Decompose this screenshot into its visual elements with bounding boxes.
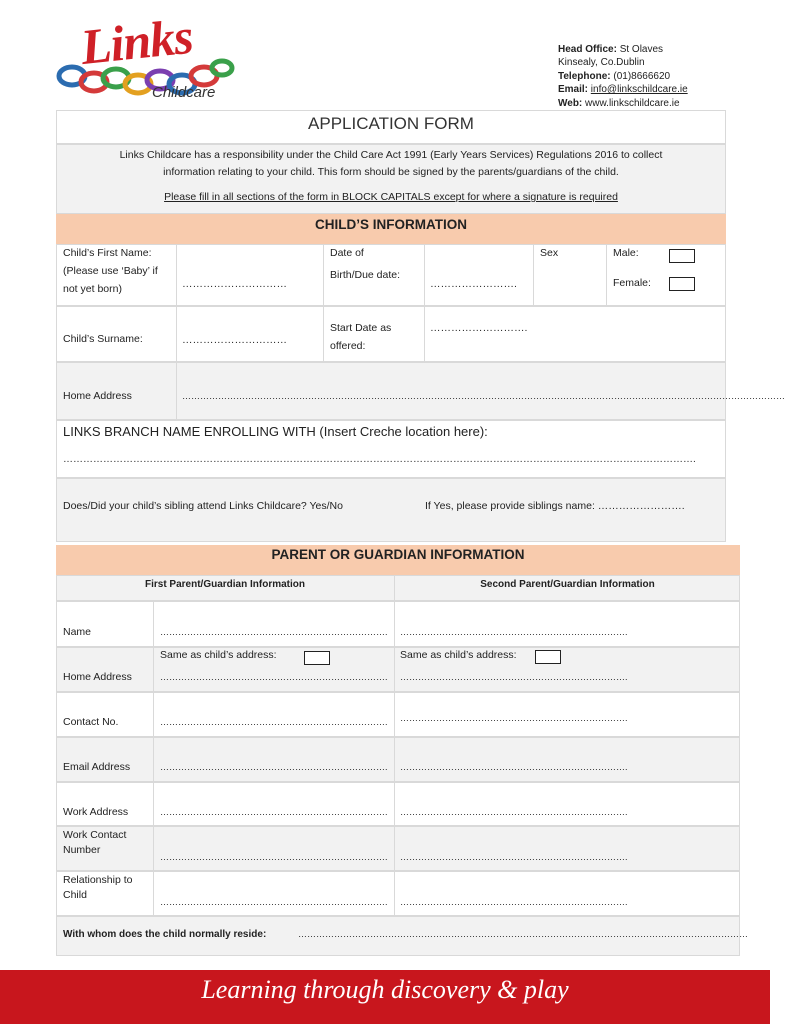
parent1-address-field[interactable]: …………………………………………………………………. xyxy=(160,672,388,682)
parent2-name-field[interactable]: …………………………………………………………………. xyxy=(400,627,628,637)
telephone-label: Telephone: xyxy=(558,70,611,82)
row-parent-email xyxy=(56,737,740,782)
branch-label: LINKS BRANCH NAME ENROLLING WITH (Insert Creche location here): xyxy=(63,424,488,439)
child-info-heading: CHILD’S INFORMATION xyxy=(315,217,467,232)
surname-label: Child’s Surname: xyxy=(63,333,143,345)
male-label: Male: xyxy=(613,247,639,259)
parent2-work-contact-field[interactable]: …………………………………………………………………. xyxy=(400,852,628,862)
first-parent-header: First Parent/Guardian Information xyxy=(144,579,306,590)
parent1-email-field[interactable]: …………………………………………………………………. xyxy=(160,762,388,772)
parent2-email-field[interactable]: …………………………………………………………………. xyxy=(400,762,628,772)
row-parent-contact xyxy=(56,692,740,737)
head-office-block xyxy=(558,43,688,110)
intro-line-2: information relating to your child. This form should be signed by the parents/guardians of the child. xyxy=(163,166,619,178)
dob-label: Date of xyxy=(330,247,364,259)
parent1-name-field[interactable]: …………………………………………………………………. xyxy=(160,627,388,637)
parent-email-label: Email Address xyxy=(63,761,131,773)
parent-address-label: Home Address xyxy=(63,671,132,683)
email-label: Email: xyxy=(558,84,589,96)
branch-field[interactable]: ………………………………………………………………………………………………………………………………………………………………………. xyxy=(63,454,696,465)
sex-label: Sex xyxy=(540,247,559,259)
logo-word: Links xyxy=(78,7,195,76)
parent-work-contact-label-2: Number xyxy=(63,844,101,856)
address-line: Kinsealy, Co.Dublin xyxy=(558,57,645,69)
parent2-address-field[interactable]: …………………………………………………………………. xyxy=(400,672,628,682)
parent-work-contact-label: Work Contact xyxy=(63,829,127,841)
web-link[interactable]: www.linkschildcare.ie xyxy=(585,97,680,109)
parent1-work-contact-field[interactable]: …………………………………………………………………. xyxy=(160,852,388,862)
links-childcare-logo xyxy=(54,7,244,106)
row-parent-address xyxy=(56,647,740,692)
sibling-name-field[interactable]: If Yes, please provide siblings name: ……………………. xyxy=(425,500,685,512)
web-label: Web: xyxy=(558,97,583,109)
parent-info-heading: PARENT OR GUARDIAN INFORMATION xyxy=(271,547,525,562)
telephone-value: (01)8666620 xyxy=(613,70,671,82)
parent-contact-label: Contact No. xyxy=(63,716,119,728)
logo-subtitle: Childcare xyxy=(152,84,216,101)
home-address-label: Home Address xyxy=(63,390,132,402)
male-checkbox[interactable] xyxy=(669,249,695,263)
parent2-same-address-label: Same as child’s address: xyxy=(400,649,517,661)
page-title: APPLICATION FORM xyxy=(308,114,474,133)
row-parent-work-address xyxy=(56,782,740,826)
parent-name-label: Name xyxy=(63,626,92,638)
dob-label-2: Birth/Due date: xyxy=(330,269,401,281)
reside-label: With whom does the child normally reside: xyxy=(63,929,267,940)
first-name-label: Child’s First Name: xyxy=(63,247,152,259)
surname-field[interactable]: ………………………… xyxy=(182,334,287,346)
start-date-label-2: offered: xyxy=(330,340,366,352)
footer-tagline: Learning through discovery & play xyxy=(201,975,569,1004)
dob-field[interactable]: ……………………. xyxy=(430,278,517,290)
parent1-work-address-field[interactable]: …………………………………………………………………. xyxy=(160,807,388,817)
parent2-relationship-field[interactable]: …………………………………………………………………. xyxy=(400,897,628,907)
first-name-hint: (Please use ‘Baby’ if xyxy=(63,265,158,277)
head-office-label: Head Office: xyxy=(558,44,617,55)
home-address-field[interactable]: ………………………………………………………………………………………………………………………………………………………………………………… xyxy=(182,391,785,401)
head-office-value: St Olaves xyxy=(619,44,664,55)
parent1-same-address-checkbox[interactable] xyxy=(304,651,330,665)
sibling-question: Does/Did your child’s sibling attend Links Childcare? Yes/No xyxy=(63,500,343,512)
intro-line-1: Links Childcare has a responsibility under the Child Care Act 1991 (Early Years Services) Regulations 2016 to collect xyxy=(119,149,663,161)
start-date-label: Start Date as xyxy=(330,322,392,334)
first-name-field[interactable]: ………………………… xyxy=(182,278,287,290)
parent2-work-address-field[interactable]: …………………………………………………………………. xyxy=(400,807,628,817)
relationship-label-2: Child xyxy=(63,889,87,901)
start-date-field[interactable]: ………………………. xyxy=(430,322,528,334)
female-label: Female: xyxy=(613,277,651,289)
parent1-contact-field[interactable]: …………………………………………………………………. xyxy=(160,717,388,727)
relationship-label: Relationship to xyxy=(63,874,133,886)
first-name-hint-2: not yet born) xyxy=(63,283,122,295)
parent-work-address-label: Work Address xyxy=(63,806,129,818)
reside-field[interactable]: …………………………………………………………………………………………………………………………………… xyxy=(298,929,748,939)
email-link[interactable]: info@linkschildcare.ie xyxy=(590,84,688,96)
second-parent-header: Second Parent/Guardian Information xyxy=(480,579,655,590)
parent1-relationship-field[interactable]: …………………………………………………………………. xyxy=(160,897,388,907)
block-capitals-note: Please fill in all sections of the form in BLOCK CAPITALS except for where a signature is required xyxy=(164,191,618,203)
parent1-same-address-label: Same as child’s address: xyxy=(160,649,277,661)
parent2-contact-field[interactable]: …………………………………………………………………. xyxy=(400,713,628,723)
row-parent-work-contact xyxy=(56,826,740,871)
row-parent-relationship xyxy=(56,871,740,916)
row-parent-name xyxy=(56,601,740,647)
parent2-same-address-checkbox[interactable] xyxy=(535,650,561,664)
female-checkbox[interactable] xyxy=(669,277,695,291)
